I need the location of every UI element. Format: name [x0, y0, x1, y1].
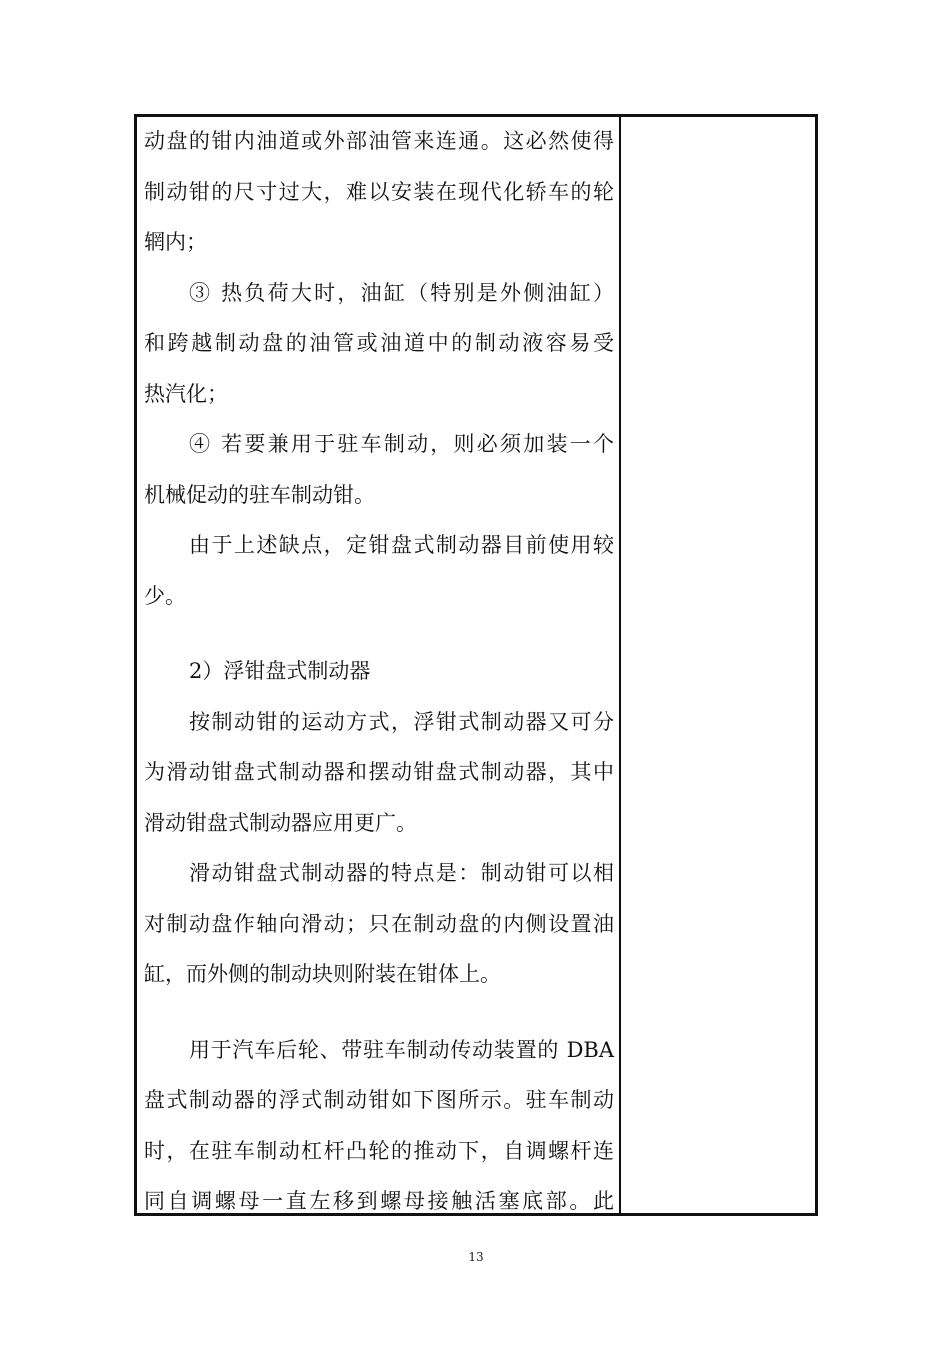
paragraph-gap [144, 1000, 614, 1025]
text-line: 制动钳的尺寸过大，难以安装在现代化轿车的轮 [144, 179, 614, 204]
text-line: 为滑动钳盘式制动器和摆动钳盘式制动器，其中 [144, 760, 614, 784]
text-line: 辋内； [144, 230, 207, 254]
text-line: 动盘的钳内油道或外部油管来连通。这必然使得 [144, 129, 614, 153]
text-line: 缸，而外侧的制动块则附装在钳体上。 [144, 962, 501, 986]
text-line: 机械促动的驻车制动钳。 [144, 482, 375, 507]
section-heading: 2）浮钳盘式制动器 [189, 659, 371, 683]
text-line: 对制动盘作轴向滑动；只在制动盘的内侧设置油 [144, 911, 614, 936]
text-line: 滑动钳盘式制动器的特点是：制动钳可以相 [189, 861, 614, 885]
text-line: ③ 热负荷大时，油缸（特别是外侧油缸） [189, 280, 614, 305]
text-line: 盘式制动器的浮式制动钳如下图所示。驻车制动 [144, 1088, 614, 1112]
text-line: 和跨越制动盘的油管或油道中的制动液容易受 [144, 331, 614, 355]
page-number: 13 [468, 1250, 484, 1264]
text-line: 同自调螺母一直左移到螺母接触活塞底部。此 [144, 1189, 614, 1213]
paragraph-gap [144, 621, 614, 646]
text-line: 滑动钳盘式制动器应用更广。 [144, 810, 417, 835]
text-line: 少。 [144, 583, 186, 608]
text-line: 按制动钳的运动方式，浮钳式制动器又可分 [189, 709, 614, 734]
text-line: 由于上述缺点，定钳盘式制动器目前使用较 [189, 533, 614, 557]
column-divider [619, 114, 621, 1216]
text-line: 时，在驻车制动杠杆凸轮的推动下，自调螺杆连 [144, 1138, 614, 1163]
text-line: 热汽化； [144, 381, 228, 406]
text-line: 用于汽车后轮、带驻车制动传动装置的 DBA [189, 1037, 614, 1062]
text-column [144, 116, 614, 1227]
text-line: ④ 若要兼用于驻车制动，则必须加装一个 [189, 432, 614, 456]
